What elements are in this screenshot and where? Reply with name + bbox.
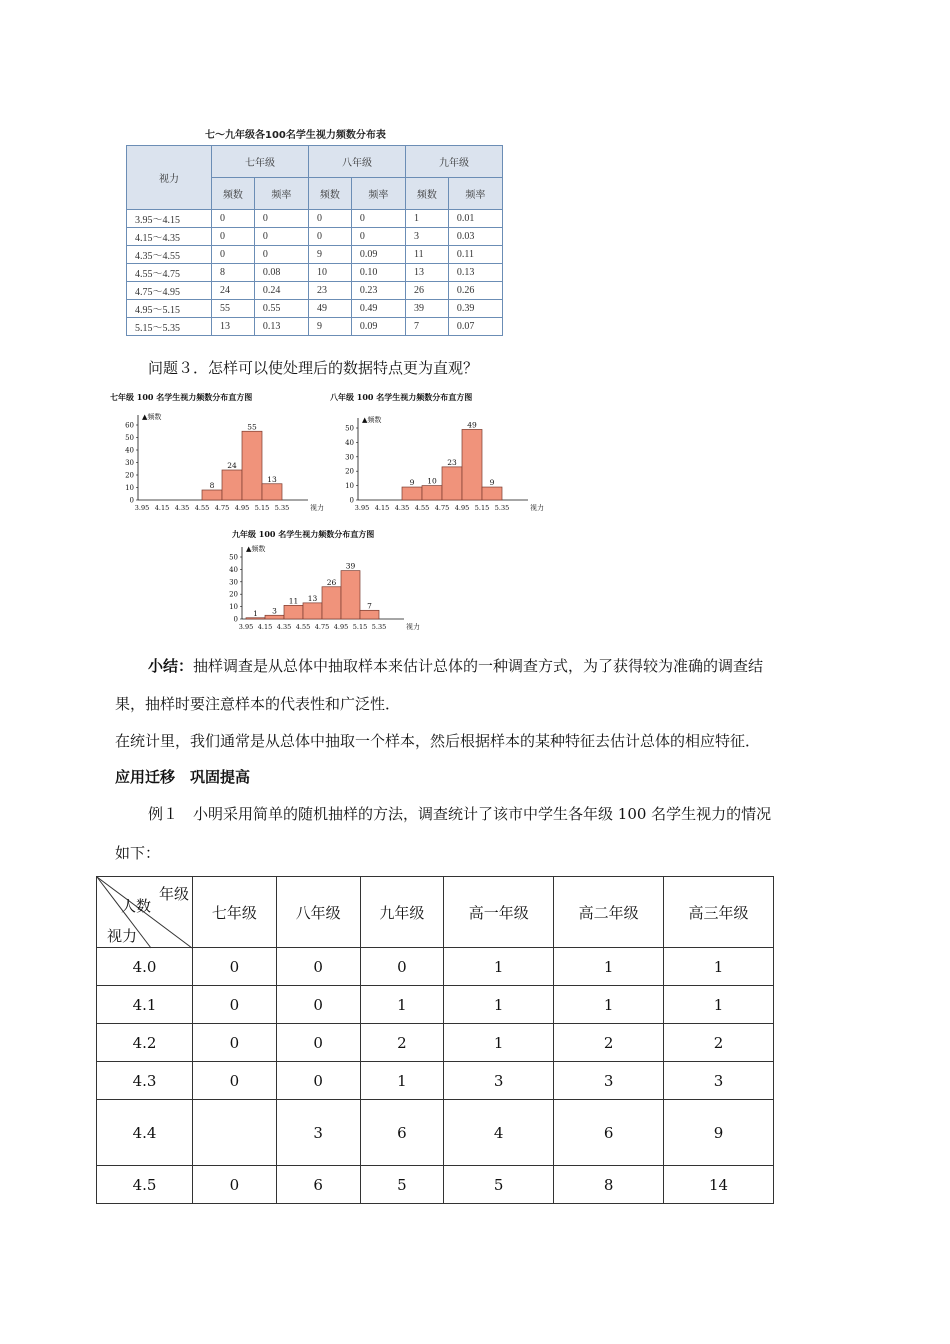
freq-table-row [127,210,503,228]
vision-cell: 4.1 [97,986,193,1024]
grade-col-header: 高三年级 [664,877,774,948]
freq-cell: 13 [212,318,255,336]
count-cell: 0 [193,948,277,986]
bar-value-label: 9 [409,478,415,488]
freq-cell: 0.09 [351,246,405,264]
count-cell: 6 [554,1100,664,1166]
x-tick-label: 4.35 [174,504,190,512]
count-cell: 1 [664,948,774,986]
x-tick-label: 5.15 [352,623,368,631]
count-cell: 0 [276,986,360,1024]
vision-table [96,876,774,1204]
x-tick-label: 5.35 [274,504,290,512]
histogram-bar [242,431,262,500]
freq-cell: 0.13 [448,264,502,282]
y-tick-label: 0 [349,496,354,505]
vision-cell: 4.4 [97,1100,193,1166]
section-title: 应用迁移 巩固提高 [115,768,251,786]
freq-cell: 26 [405,282,448,300]
vision-cell: 4.0 [97,948,193,986]
count-cell: 0 [360,948,444,986]
bar-value-label: 24 [227,461,237,470]
freq-cell: 0.49 [351,300,405,318]
x-tick-label: 3.95 [354,504,370,512]
histogram-bar [284,605,303,619]
freq-cell: 9 [308,246,351,264]
table-row [97,948,774,986]
freq-cell: 0.07 [448,318,502,336]
table-row [97,1062,774,1100]
freq-cell: 0.01 [448,210,502,228]
y-tick-label: 40 [125,446,134,455]
count-cell: 2 [554,1024,664,1062]
freq-cell: 0 [351,210,405,228]
freq-cell: 0.08 [254,264,308,282]
freq-cell: 0.55 [254,300,308,318]
table-row [97,986,774,1024]
count-cell: 0 [193,986,277,1024]
sub-header: 频数 [308,178,351,210]
y-tick-label: 30 [125,459,134,467]
count-cell: 1 [444,1024,554,1062]
histogram-title: 八年级 100 名学生视力频数分布直方图 [330,392,473,402]
bar-value-label: 9 [489,478,495,488]
x-axis-label: 视力 [310,504,324,512]
histogram-bar [262,484,282,500]
grade-col-header: 高二年级 [554,877,664,948]
vision-range-cell: 4.95～5.15 [127,300,212,318]
freq-cell: 3 [405,228,448,246]
freq-table-row [127,264,503,282]
freq-table-caption: 七～九年级各100名学生视力频数分布表 [205,130,386,141]
freq-cell: 0 [351,228,405,246]
freq-cell: 0 [254,210,308,228]
summary-line2: 果，抽样时要注意样本的代表性和广泛性． [115,695,401,713]
freq-table-row [127,282,503,300]
vision-header: 视力 [127,146,212,210]
freq-cell: 11 [405,246,448,264]
grade-header: 七年级 [212,146,309,178]
x-tick-label: 4.55 [414,504,430,512]
freq-table-row [127,318,503,336]
freq-cell: 0 [308,210,351,228]
count-cell: 5 [360,1166,444,1204]
freq-cell: 7 [405,318,448,336]
freq-cell: 0.03 [448,228,502,246]
histogram-bar [222,470,242,500]
freq-cell: 13 [405,264,448,282]
histogram-bar [322,587,341,619]
corner-cell [97,877,193,948]
count-cell: 1 [664,986,774,1024]
y-tick-label: 20 [345,467,354,476]
histogram-bar [482,487,502,500]
freq-cell: 0 [254,246,308,264]
grade-col-header: 九年级 [360,877,444,948]
bar-value-label: 1 [253,608,258,618]
x-axis-label: 视力 [406,623,420,631]
bar-value-label: 23 [447,457,457,467]
count-cell: 0 [193,1024,277,1062]
y-tick-label: 0 [233,615,238,624]
freq-cell: 0 [212,228,255,246]
x-tick-label: 4.55 [194,504,210,512]
count-cell: 3 [554,1062,664,1100]
count-cell: 6 [276,1166,360,1204]
summary-text: 抽样调查是从总体中抽取样本来估计总体的一种调查方式，为了获得较为准确的调查结 [193,657,764,675]
vision-range-cell: 4.35～4.55 [127,246,212,264]
y-tick-label: 50 [229,553,238,562]
histogram-bar [246,618,265,619]
histogram-title: 七年级 100 名学生视力频数分布直方图 [110,392,253,402]
x-tick-label: 4.15 [374,504,390,512]
x-tick-label: 4.35 [276,623,292,631]
summary-label: 小结： [148,657,194,675]
x-tick-label: 4.75 [434,504,450,512]
histogram-grade8 [330,390,550,520]
y-tick-label: 30 [229,578,238,587]
sub-header: 频数 [212,178,255,210]
grade-col-header: 七年级 [193,877,277,948]
grade-col-header: 高一年级 [444,877,554,948]
vision-range-cell: 3.95～4.15 [127,210,212,228]
histogram-grade7 [110,390,324,520]
freq-cell: 8 [212,264,255,282]
x-tick-label: 5.35 [371,623,387,631]
x-axis-label: 视力 [530,504,544,512]
count-cell: 0 [193,1166,277,1204]
bar-value-label: 3 [272,606,277,616]
count-cell: 1 [444,986,554,1024]
bar-value-label: 13 [307,593,318,603]
bar-value-label: 26 [326,577,337,587]
freq-cell: 0.26 [448,282,502,300]
count-cell: 4 [444,1100,554,1166]
count-cell: 1 [444,948,554,986]
grade-col-header: 八年级 [276,877,360,948]
freq-cell: 0 [308,228,351,246]
table-row [97,1166,774,1204]
freq-cell: 0.23 [351,282,405,300]
y-axis-label: ▲频数 [142,413,162,421]
count-cell [193,1100,277,1166]
count-cell: 8 [554,1166,664,1204]
count-cell: 6 [360,1100,444,1166]
x-tick-label: 4.35 [394,504,410,512]
count-cell: 3 [276,1100,360,1166]
vision-range-cell: 4.15～4.35 [127,228,212,246]
sub-header: 频数 [405,178,448,210]
freq-cell: 0 [212,210,255,228]
bar-value-label: 8 [209,481,215,490]
grade-header: 八年级 [308,146,405,178]
vision-cell: 4.5 [97,1166,193,1204]
y-tick-label: 40 [229,565,238,574]
freq-cell: 0.39 [448,300,502,318]
table-row [97,1100,774,1166]
bar-value-label: 49 [467,420,477,430]
y-tick-label: 20 [125,471,134,480]
x-tick-label: 3.95 [238,623,254,631]
freq-cell: 0 [212,246,255,264]
x-tick-label: 4.15 [257,623,273,631]
x-tick-label: 4.95 [454,504,470,512]
vision-range-cell: 5.15～5.35 [127,318,212,336]
histogram-bar [442,467,462,500]
freq-cell: 0.11 [448,246,502,264]
x-tick-label: 4.75 [314,623,330,631]
count-cell: 1 [360,1062,444,1100]
y-tick-label: 30 [345,453,354,462]
count-cell: 5 [444,1166,554,1204]
bar-value-label: 10 [427,476,437,486]
vision-cell: 4.2 [97,1024,193,1062]
bar-value-label: 13 [267,474,277,484]
count-cell: 14 [664,1166,774,1204]
x-tick-label: 5.35 [494,504,510,512]
summary-line3: 在统计里，我们通常是从总体中抽取一个样本，然后根据样本的某种特征去估计总体的相应特征． [115,732,761,750]
x-tick-label: 5.15 [474,504,490,512]
corner-grade: 年级 [159,885,190,903]
freq-cell: 0.24 [254,282,308,300]
freq-cell: 9 [308,318,351,336]
count-cell: 3 [444,1062,554,1100]
histogram-bar [422,486,442,500]
sub-header: 频率 [448,178,502,210]
histogram-bar [303,603,322,619]
count-cell: 1 [554,986,664,1024]
freq-cell: 24 [212,282,255,300]
freq-cell: 49 [308,300,351,318]
y-tick-label: 20 [229,590,238,599]
freq-table-row [127,300,503,318]
y-tick-label: 10 [345,482,354,491]
y-axis-label: ▲频数 [246,545,266,553]
x-tick-label: 4.55 [295,623,311,631]
count-cell: 0 [193,1062,277,1100]
count-cell: 1 [360,986,444,1024]
count-cell: 0 [276,1062,360,1100]
count-cell: 9 [664,1100,774,1166]
example-line1: 例１ 小明采用简单的随机抽样的方法，调查统计了该市中学生各年级 100 名学生视力的情况 [148,805,772,823]
freq-cell: 0.10 [351,264,405,282]
question-3: 问题３．怎样可以使处理后的数据特点更为直观？ [148,359,479,377]
histogram-bar [341,571,360,619]
freq-table-row [127,228,503,246]
count-cell: 3 [664,1062,774,1100]
histogram-bar [265,615,284,619]
x-tick-label: 4.95 [333,623,349,631]
y-tick-label: 40 [345,438,354,447]
count-cell: 2 [664,1024,774,1062]
sub-header: 频率 [254,178,308,210]
freq-cell: 55 [212,300,255,318]
count-cell: 2 [360,1024,444,1062]
y-tick-label: 50 [125,434,134,442]
grade-header: 九年级 [405,146,502,178]
freq-cell: 0.13 [254,318,308,336]
histogram-bar [402,487,422,500]
vision-cell: 4.3 [97,1062,193,1100]
y-tick-label: 10 [229,603,238,612]
count-cell: 1 [554,948,664,986]
bar-value-label: 39 [345,561,356,571]
x-tick-label: 4.15 [154,504,170,512]
y-tick-label: 60 [125,421,134,430]
x-tick-label: 4.95 [234,504,250,512]
corner-count: 人数 [121,897,152,915]
x-tick-label: 4.75 [214,504,230,512]
freq-cell: 1 [405,210,448,228]
freq-table-row [127,246,503,264]
histogram-bar [360,610,379,619]
x-tick-label: 5.15 [254,504,270,512]
freq-cell: 23 [308,282,351,300]
y-tick-label: 0 [129,496,134,505]
freq-cell: 10 [308,264,351,282]
y-tick-label: 50 [345,424,354,433]
corner-vision: 视力 [107,927,138,945]
vision-range-cell: 4.75～4.95 [127,282,212,300]
sub-header: 频率 [351,178,405,210]
count-cell: 0 [276,948,360,986]
freq-cell: 0.09 [351,318,405,336]
count-cell: 0 [276,1024,360,1062]
histogram-grade9 [222,527,442,635]
vision-range-cell: 4.55～4.75 [127,264,212,282]
table-row [97,1024,774,1062]
y-axis-label: ▲频数 [362,416,382,424]
bar-value-label: 55 [247,422,257,432]
histogram-bar [202,490,222,500]
freq-cell: 0 [254,228,308,246]
bar-value-label: 11 [288,596,299,606]
bar-value-label: 7 [367,601,372,611]
summary-line1 [148,655,763,677]
histogram-bar [462,429,482,500]
histogram-title: 九年级 100 名学生视力频数分布直方图 [232,529,375,539]
y-tick-label: 10 [125,484,134,492]
example-line2: 如下： [115,844,161,862]
x-tick-label: 3.95 [134,504,150,512]
freq-table [126,145,503,336]
freq-cell: 39 [405,300,448,318]
